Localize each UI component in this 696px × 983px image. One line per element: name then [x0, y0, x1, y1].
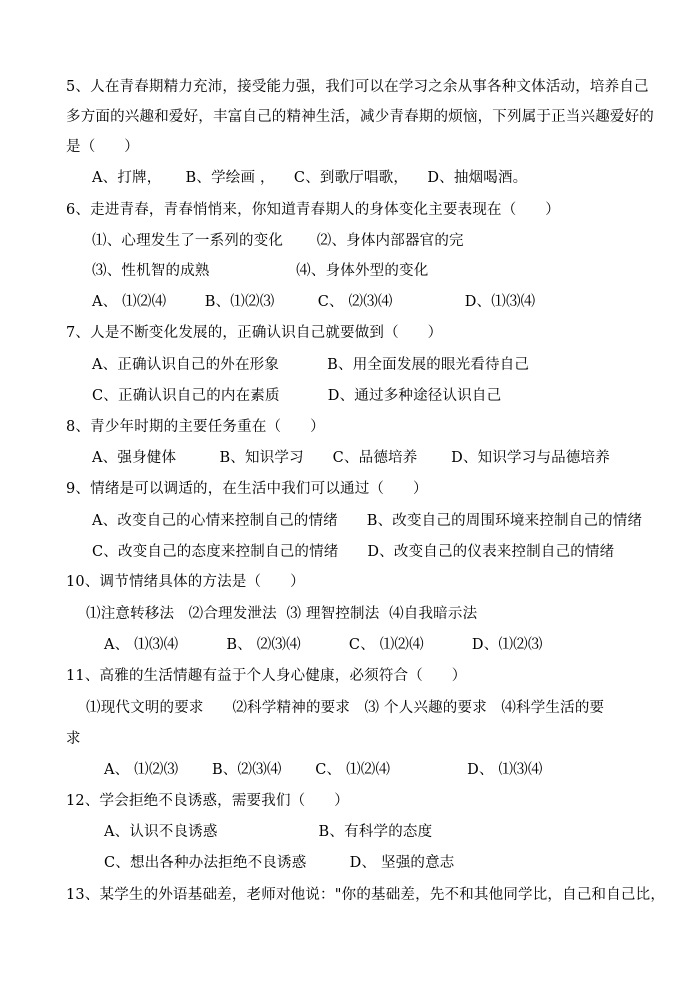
q12-options-line-1: A、认识不良诱惑 B、有科学的态度 [104, 824, 433, 840]
q8-stem: 8、青少年时期的主要任务重在（ ） [66, 419, 325, 435]
q5-options: A、打牌， B、学绘画 ， C、到歌厅唱歌， D、抽烟喝酒。 [92, 170, 528, 186]
q5-stem-line-1: 5、人在青春期精力充沛，接受能力强，我们可以在学习之余从事各种文体活动，培养自己 [66, 79, 649, 95]
q11-items-line-2: 求 [66, 731, 81, 747]
q7-options-line-1: A、正确认识自己的外在形象 B、用全面发展的眼光看待自己 [92, 357, 530, 373]
q8-options: A、强身健体 B、知识学习 C、品德培养 D、知识学习与品德培养 [92, 450, 610, 466]
q5-stem-line-3: 是（ ） [66, 139, 139, 155]
q5-stem-line-2: 多方面的兴趣和爱好，丰富自己的精神生活，减少青春期的烦恼，下列属于正当兴趣爱好的 [66, 109, 654, 125]
q12-stem: 12、学会拒绝不良诱惑，需要我们（ ） [66, 793, 349, 809]
q10-stem: 10、调节情绪具体的方法是（ ） [66, 574, 305, 590]
q12-options-line-2: C、想出各种办法拒绝不良诱惑 D、 坚强的意志 [104, 855, 455, 871]
q10-options: A、 ⑴⑶⑷ B、 ⑵⑶⑷ C、 ⑴⑵⑷ D、⑴⑵⑶ [104, 637, 543, 653]
q7-stem: 7、人是不断变化发展的，正确认识自己就要做到（ ） [66, 325, 443, 341]
q11-stem: 11、高雅的生活情趣有益于个人身心健康，必须符合（ ） [66, 668, 467, 684]
q6-items-line-1: ⑴、心理发生了一系列的变化 ⑵、身体内部器官的完 [92, 233, 464, 249]
q11-items-line-1: ⑴现代文明的要求 ⑵科学精神的要求 ⑶ 个人兴趣的要求 ⑷科学生活的要 [86, 700, 605, 716]
q11-options: A、 ⑴⑵⑶ B、⑵⑶⑷ C、 ⑴⑵⑷ D、 ⑴⑶⑷ [104, 762, 543, 778]
q13-stem: 13、某学生的外语基础差，老师对他说："你的基础差，先不和其他同学比，自己和自己比， [66, 887, 666, 903]
q9-options-line-1: A、改变自己的心情来控制自己的情绪 B、改变自己的周围环境来控制自己的情绪 [92, 513, 643, 529]
q7-options-line-2: C、正确认识自己的内在素质 D、通过多种途径认识自己 [92, 388, 502, 404]
q6-options: A、 ⑴⑵⑷ B、⑴⑵⑶ C、 ⑵⑶⑷ D、⑴⑶⑷ [92, 294, 536, 310]
q9-stem: 9、情绪是可以调适的，在生活中我们可以通过（ ） [66, 481, 428, 497]
q6-stem: 6、走进青春，青春悄悄来，你知道青春期人的身体变化主要表现在（ ） [66, 202, 560, 218]
q9-options-line-2: C、改变自己的态度来控制自己的情绪 D、改变自己的仪表来控制自己的情绪 [92, 544, 615, 560]
q6-items-line-2: ⑶、性机智的成熟 ⑷、身体外型的变化 [92, 263, 429, 279]
q10-items: ⑴注意转移法 ⑵合理发泄法 ⑶ 理智控制法 ⑷自我暗示法 [86, 606, 478, 622]
